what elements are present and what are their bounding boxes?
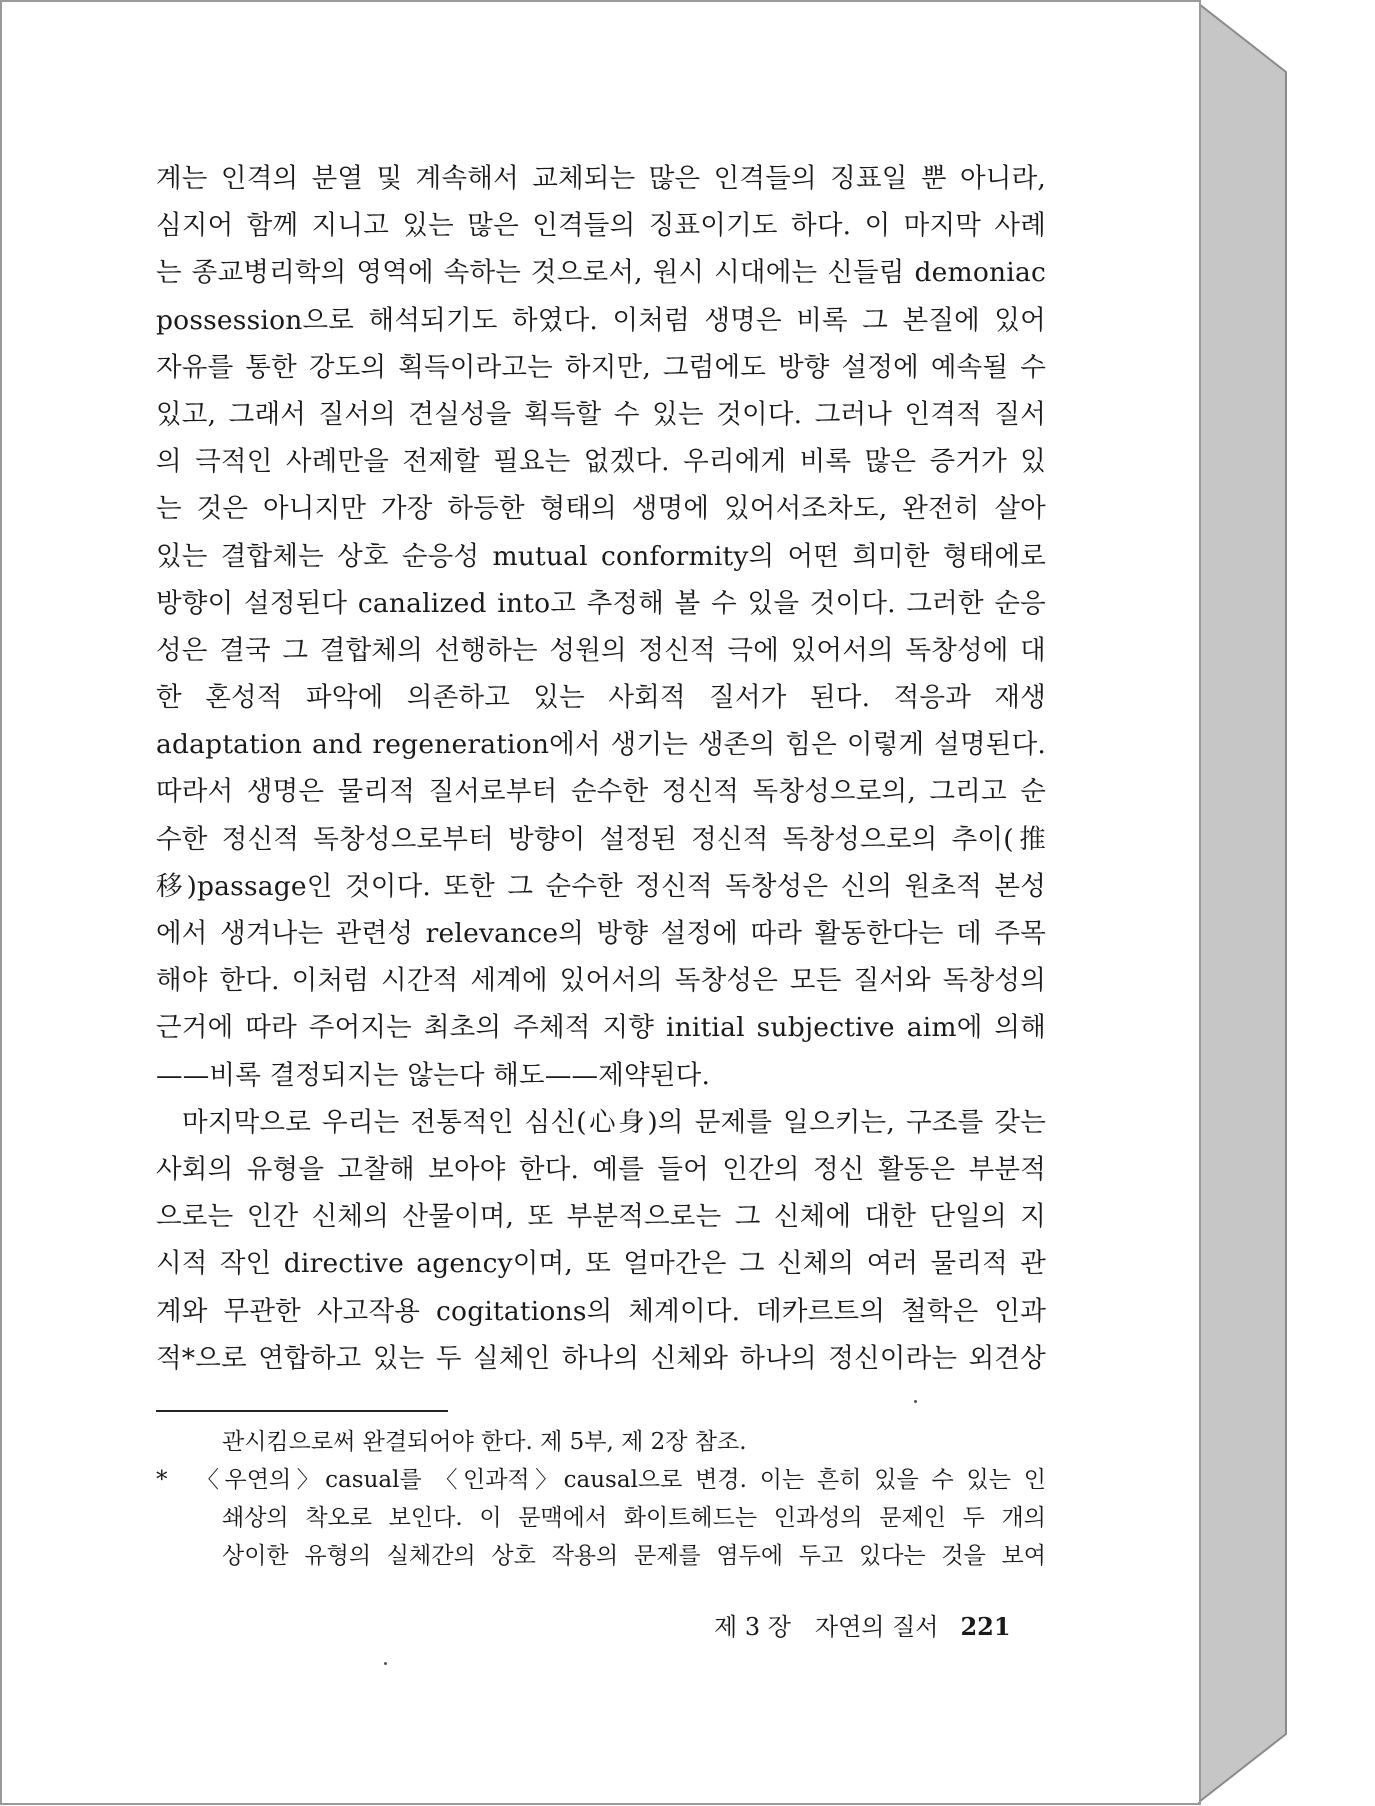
footnote-divider [156, 1410, 448, 1412]
text-line: 는 것은 아니지만 가장 하등한 형태의 생명에 있어서조차도, 완전히 살아 [156, 493, 1046, 525]
footnote-line: 〈우연의〉casual를 〈인과적〉causal으로 변경. 이는 흔히 있을 수 있는 인 [196, 1467, 1046, 1493]
footnotes [156, 1423, 1046, 1575]
paragraph-start-line: 마지막으로 우리는 전통적인 심신(心身)의 문제를 일으키는, 구조를 갖는 [182, 1106, 1046, 1138]
print-speck [914, 1400, 917, 1403]
text-line: possession으로 해석되기도 하였다. 이처럼 생명은 비록 그 본질에 있어 [156, 304, 1046, 336]
main-text [156, 155, 1046, 1382]
text-line: adaptation and regeneration에서 생기는 생존의 힘은 이렇게 설명된다. [156, 729, 1046, 761]
text-line: 자유를 통한 강도의 획득이라고는 하지만, 그럼에도 방향 설정에 예속될 수 [156, 351, 1046, 383]
text-line: 성은 결국 그 결합체의 선행하는 성원의 정신적 극에 있어서의 독창성에 대 [156, 634, 1046, 666]
text-line: 는 종교병리학의 영역에 속하는 것으로서, 원시 시대에는 신들림 demoniac [156, 257, 1046, 289]
chapter-label: 제 3 장 [714, 1613, 791, 1641]
text-line: 계와 무관한 사고작용 cogitations의 체계이다. 데카르트의 철학은 인과 [156, 1295, 1046, 1327]
text-line: 한 혼성적 파악에 의존하고 있는 사회적 질서가 된다. 적응과 재생 [156, 682, 1046, 714]
paragraph-end-line: ——비록 결정되지는 않는다 해도——제약된다. [156, 1059, 711, 1091]
footnote-continuation: 관시킴으로써 완결되어야 한다. 제 5부, 제 2장 참조. [222, 1429, 747, 1455]
chapter-title: 자연의 질서 [814, 1613, 939, 1641]
footnote-marker: * [156, 1467, 168, 1493]
text-line: 의 극적인 사례만을 전제할 필요는 없겠다. 우리에게 비록 많은 증거가 있 [156, 446, 1046, 478]
text-line: 따라서 생명은 물리적 질서로부터 순수한 정신적 독창성으로의, 그리고 순 [156, 776, 1046, 808]
text-line: 수한 정신적 독창성으로부터 방향이 설정된 정신적 독창성으로의 추이(推 [156, 823, 1046, 855]
text-line: 시적 작인 directive agency이며, 또 얼마간은 그 신체의 여러 물리적 관 [156, 1248, 1046, 1280]
footnote-line: 쇄상의 착오로 보인다. 이 문맥에서 화이트헤드는 인과성의 문제인 두 개의 [222, 1505, 1046, 1531]
page-number: 221 [960, 1612, 1011, 1641]
text-line: 해야 한다. 이처럼 시간적 세계에 있어서의 독창성은 모든 질서와 독창성의 [156, 965, 1046, 997]
text-line: 심지어 함께 지니고 있는 많은 인격들의 징표이기도 하다. 이 마지막 사례 [156, 210, 1046, 242]
text-line: 으로는 인간 신체의 산물이며, 또 부분적으로는 그 신체에 대한 단일의 지 [156, 1201, 1046, 1233]
text-line: 에서 생겨나는 관련성 relevance의 방향 설정에 따라 활동한다는 데 주목 [156, 918, 1046, 949]
text-line: 移)passage인 것이다. 또한 그 순수한 정신적 독창성은 신의 원초적 본성 [156, 870, 1046, 902]
text-line: 있는 결합체는 상호 순응성 mutual conformity의 어떤 희미한 형태에로 [156, 540, 1046, 572]
footnote-item [156, 1461, 1046, 1499]
text-line: 계는 인격의 분열 및 계속해서 교체되는 많은 인격들의 징표일 뿐 아니라, [156, 163, 1046, 194]
text-line: 사회의 유형을 고찰해 보아야 한다. 예를 들어 인간의 정신 활동은 부분적 [156, 1153, 1046, 1185]
text-line: 있고, 그래서 질서의 견실성을 획득할 수 있는 것이다. 그러나 인격적 질서 [156, 398, 1046, 430]
text-line: 근거에 따라 주어지는 최초의 주체적 지향 initial subjective aim에 의해 [156, 1012, 1046, 1044]
text-line: 방향이 설정된다 canalized into고 추정해 볼 수 있을 것이다. 그러한 순응 [156, 587, 1046, 619]
text-line: 적*으로 연합하고 있는 두 실체인 하나의 신체와 하나의 정신이라는 외견상 [156, 1342, 1046, 1374]
running-footer [714, 1607, 1011, 1642]
print-speck [384, 1662, 387, 1665]
footnote-line: 상이한 유형의 실체간의 상호 작용의 문제를 염두에 두고 있다는 것을 보여 [222, 1543, 1046, 1569]
